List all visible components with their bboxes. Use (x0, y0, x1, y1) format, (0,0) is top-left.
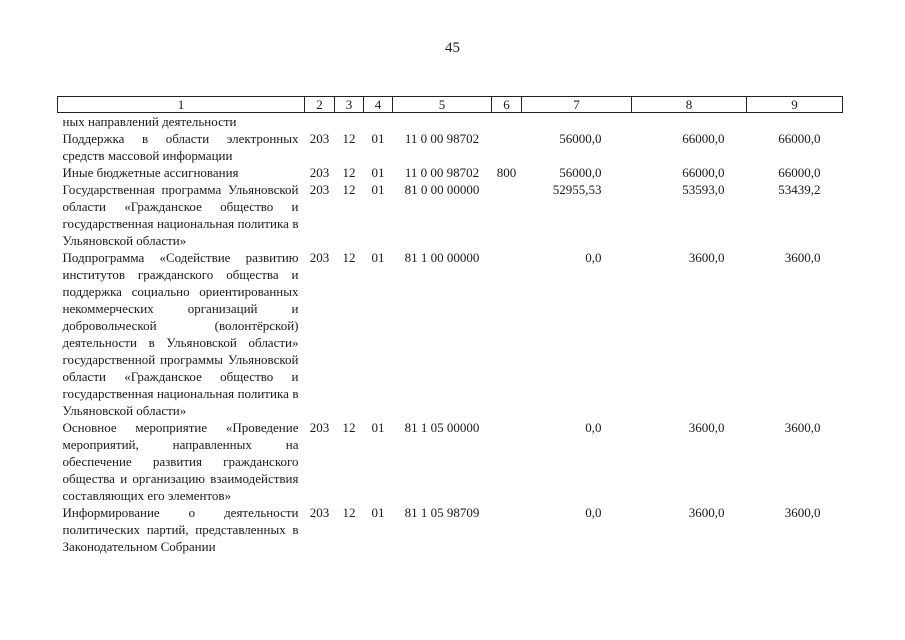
row-expense-type (492, 181, 522, 249)
row-subsection: 01 (371, 131, 385, 146)
row-section: 12 (342, 165, 356, 180)
row-amount-col8: 53593,0 (682, 182, 725, 197)
row-target-article: 81 0 00 00000 (404, 182, 480, 197)
row-amount-col7: 0,0 (585, 420, 602, 435)
row-section: 12 (342, 182, 356, 197)
row-name: Основное мероприятие «Проведение мероприятий, направленных на обеспечение развития гражданского общества и организацию взаимодействия составляющих его элементов» (62, 420, 299, 503)
header-col-3: 3 (335, 97, 364, 113)
header-col-6: 6 (492, 97, 522, 113)
row-amount-col7: 52955,53 (552, 182, 602, 197)
row-amount-col8: 3600,0 (688, 505, 725, 520)
row-expense-type: 800 (496, 165, 517, 180)
row-amount-col9: 3600,0 (784, 505, 821, 520)
row-subsection: 01 (371, 505, 385, 520)
row-target-article (393, 113, 492, 131)
row-name: Иные бюджетные ассигнования (62, 165, 239, 180)
row-admin-code: 203 (309, 131, 330, 146)
row-amount-col8: 3600,0 (688, 250, 725, 265)
row-amount-col9: 66000,0 (778, 131, 821, 146)
row-admin-code: 203 (309, 182, 330, 197)
table-header-row (58, 97, 843, 113)
table-row (58, 113, 843, 131)
header-col-1: 1 (58, 97, 305, 113)
row-subsection: 01 (371, 165, 385, 180)
table-row (58, 130, 843, 164)
row-name: Государственная программа Ульяновской области «Гражданское общество и государственная национальная политика в Ульяновской области» (62, 182, 299, 248)
header-col-4: 4 (364, 97, 393, 113)
row-amount-col8: 66000,0 (682, 131, 725, 146)
row-amount-col9: 3600,0 (784, 420, 821, 435)
row-name: ных направлений деятельности (62, 114, 237, 129)
header-col-9: 9 (747, 97, 843, 113)
row-expense-type (492, 249, 522, 419)
row-amount-col8: 3600,0 (688, 420, 725, 435)
row-expense-type (492, 504, 522, 555)
row-amount-col7: 56000,0 (559, 165, 602, 180)
table-row (58, 504, 843, 555)
row-amount-col7: 0,0 (585, 250, 602, 265)
row-admin-code: 203 (309, 250, 330, 265)
row-admin-code: 203 (309, 505, 330, 520)
header-col-2: 2 (305, 97, 335, 113)
row-amount-col9: 3600,0 (784, 250, 821, 265)
row-admin-code: 203 (309, 420, 330, 435)
header-col-7: 7 (522, 97, 632, 113)
row-section: 12 (342, 131, 356, 146)
row-expense-type (492, 113, 522, 131)
row-amount-col7: 56000,0 (559, 131, 602, 146)
row-subsection (364, 113, 393, 131)
header-col-5: 5 (393, 97, 492, 113)
row-admin-code (305, 113, 335, 131)
budget-table-container (57, 96, 842, 555)
table-row (58, 181, 843, 249)
row-subsection: 01 (371, 250, 385, 265)
table-row (58, 419, 843, 504)
row-amount-col7 (522, 113, 632, 131)
row-expense-type (492, 419, 522, 504)
row-section: 12 (342, 505, 356, 520)
header-col-8: 8 (632, 97, 747, 113)
table-row (58, 249, 843, 419)
page-number: 45 (445, 40, 460, 56)
row-name: Подпрограмма «Содействие развитию институтов гражданского общества и поддержка социально ориентированных некоммерческих организаций и добровольческой (волонтёрской) деятельности в Ульяновской области» государственной программы Ульяновской области «Гражданское общество и государственная национальная политика в Ульяновской области» (62, 250, 299, 418)
row-section: 12 (342, 250, 356, 265)
row-name: Поддержка в области электронных средств массовой информации (62, 131, 299, 163)
budget-table (57, 96, 843, 555)
row-amount-col8 (632, 113, 747, 131)
row-subsection: 01 (371, 420, 385, 435)
row-target-article: 81 1 05 98709 (404, 505, 480, 520)
table-row (58, 164, 843, 181)
row-amount-col9 (747, 113, 843, 131)
row-expense-type (492, 130, 522, 164)
row-target-article: 81 1 00 00000 (404, 250, 480, 265)
row-target-article: 11 0 00 98702 (404, 165, 480, 180)
row-admin-code: 203 (309, 165, 330, 180)
row-section: 12 (342, 420, 356, 435)
row-target-article: 81 1 05 00000 (404, 420, 480, 435)
row-section (335, 113, 364, 131)
row-amount-col8: 66000,0 (682, 165, 725, 180)
row-subsection: 01 (371, 182, 385, 197)
row-name: Информирование о деятельности политических партий, представленных в Законодательном Собрании (62, 505, 299, 554)
row-target-article: 11 0 00 98702 (404, 131, 480, 146)
row-amount-col7: 0,0 (585, 505, 602, 520)
row-amount-col9: 53439,2 (778, 182, 821, 197)
row-amount-col9: 66000,0 (778, 165, 821, 180)
